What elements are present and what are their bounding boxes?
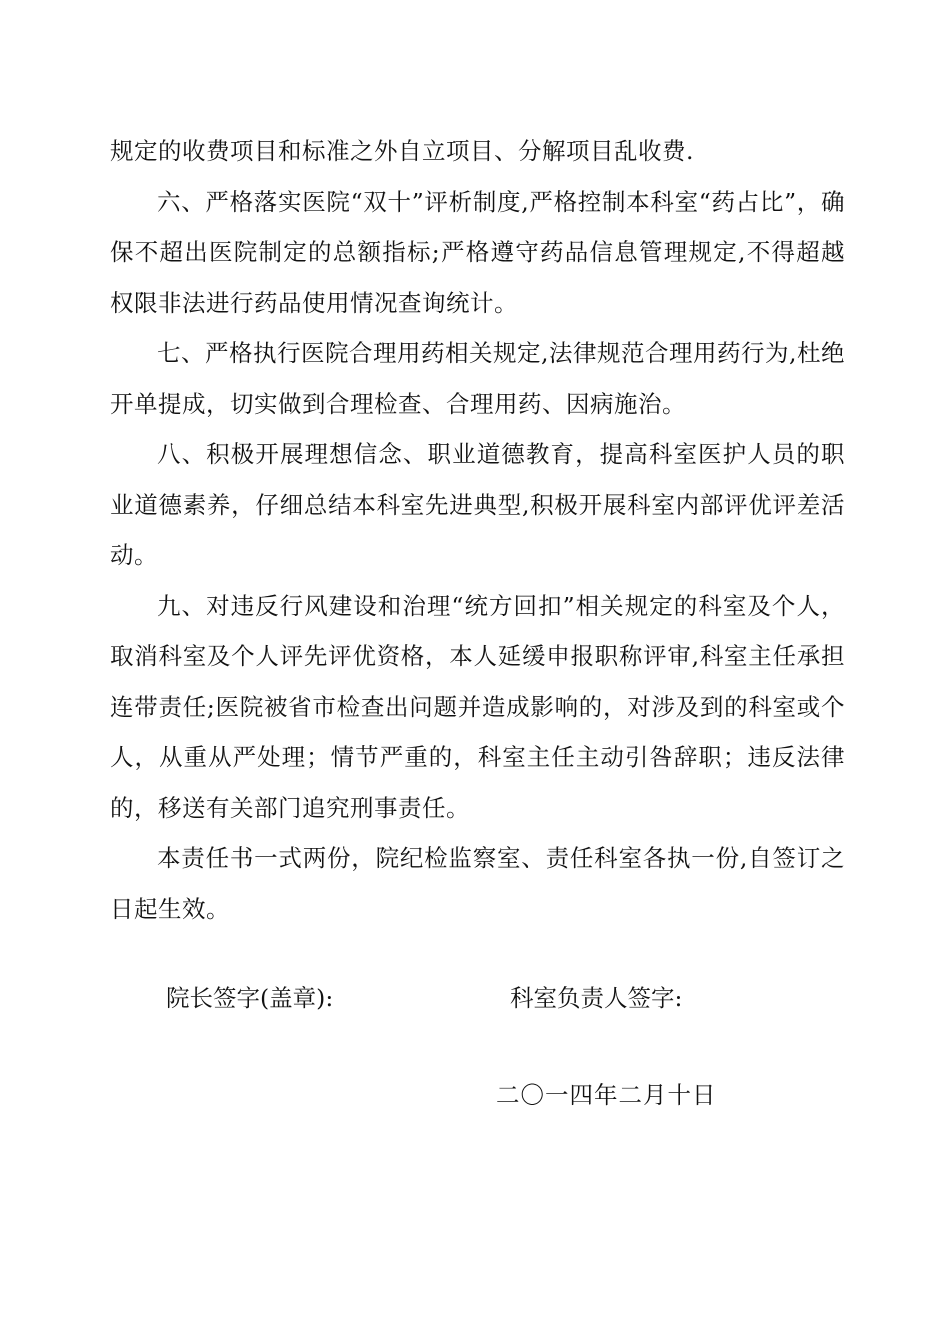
paragraph-item-6: 六、严格落实医院“双十”评析制度,严格控制本科室“药占比”，确保不超出医院制定的总额指标;严格遵守药品信息管理规定,不得超越权限非法进行药品使用情况查询统计。 bbox=[110, 187, 845, 317]
paragraph-item-8: 八、积极开展理想信念、职业道德教育，提高科室医护人员的职业道德素养，仔细总结本科室先进典型,积极开展科室内部评优评差活动。 bbox=[110, 440, 845, 569]
paragraph-closing: 本责任书一式两份，院纪检监察室、责任科室各执一份,自签订之日起生效。 bbox=[110, 844, 845, 923]
paragraph-item-9: 九、对违反行风建设和治理“统方回扣”相关规定的科室及个人，取消科室及个人评先评优资格，本人延缓申报职称评审,科室主任承担连带责任;医院被省市检查出问题并造成影响的，对涉及到的科室或个人，从重从严处理；情节严重的，科室主任主动引咎辞职；违反法律的，移送有关部门追究刑事责任。 bbox=[110, 591, 845, 822]
paragraph-item-7: 七、严格执行医院合理用药相关规定,法律规范合理用药行为,杜绝开单提成，切实做到合理检查、合理用药、因病施治。 bbox=[110, 339, 845, 418]
department-head-signature-label: 科室负责人签字: bbox=[510, 984, 683, 1012]
document-date: 二〇一四年二月十日 bbox=[496, 1081, 717, 1109]
document-body bbox=[110, 126, 845, 934]
paragraph-continuation: 规定的收费项目和标准之外自立项目、分解项目乱收费. bbox=[110, 137, 694, 165]
director-signature-label: 院长签字(盖章): bbox=[166, 984, 334, 1012]
